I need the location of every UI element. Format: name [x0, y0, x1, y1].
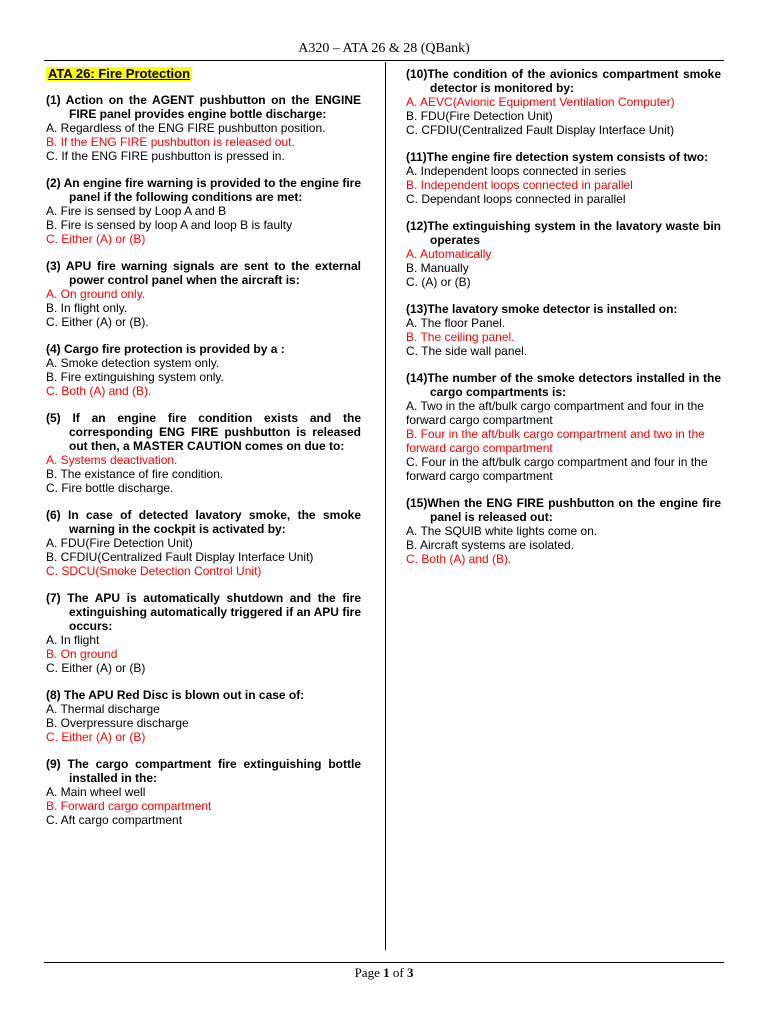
question-block [406, 219, 721, 289]
question-stem: (13)The lavatory smoke detector is installed on: [406, 302, 678, 316]
answer-option: A. Smoke detection system only. [46, 356, 220, 370]
answer-option: C. Four in the aft/bulk cargo compartment and four in the forward cargo compartment [406, 455, 708, 483]
answer-option: C. The side wall panel. [406, 344, 528, 358]
page-word: Page [354, 965, 380, 980]
column-divider [385, 62, 386, 950]
answer-option: A. Independent loops connected in series [406, 164, 627, 178]
answer-option: B. In flight only. [46, 301, 128, 315]
answer-option-correct: C. Either (A) or (B) [46, 232, 146, 246]
question-list-right [406, 67, 721, 566]
question-block [46, 342, 361, 398]
answer-option: B. The existance of fire condition. [46, 467, 224, 481]
answer-option: C. Fire bottle discharge. [46, 481, 174, 495]
answer-option: B. Aircraft systems are isolated. [406, 538, 575, 552]
answer-option: A. Fire is sensed by Loop A and B [46, 204, 227, 218]
question-block [406, 371, 721, 483]
answer-option: C. Aft cargo compartment [46, 813, 183, 827]
question-block [46, 757, 361, 827]
answer-option-correct: C. SDCU(Smoke Detection Control Unit) [46, 564, 262, 578]
answer-option: A. The SQUIB white lights come on. [406, 524, 598, 538]
question-block [46, 688, 361, 744]
of-word: of [392, 965, 404, 980]
document-header-title: A320 – ATA 26 & 28 (QBank) [298, 41, 470, 56]
answer-option: A. Main wheel well [46, 785, 146, 799]
answer-option-correct: A. Automatically [406, 247, 492, 261]
answer-option: B. FDU(Fire Detection Unit) [406, 109, 553, 123]
answer-option-correct: C. Either (A) or (B) [46, 730, 146, 744]
answer-option-correct: C. Both (A) and (B). [406, 552, 512, 566]
question-list-left [46, 93, 361, 827]
header-divider [44, 60, 724, 61]
answer-option: A. Thermal discharge [46, 702, 160, 716]
question-stem: (5) If an engine fire condition exists and the corresponding ENG FIRE pushbutton is released out then, a MASTER CAUTION comes on due to: [46, 411, 361, 453]
answer-option: A. Regardless of the ENG FIRE pushbutton position. [46, 121, 326, 135]
answer-option: B. Overpressure discharge [46, 716, 189, 730]
answer-option: A. In flight [46, 633, 100, 647]
question-stem: (8) The APU Red Disc is blown out in case of: [46, 688, 305, 702]
question-block [46, 259, 361, 329]
question-block [46, 508, 361, 578]
question-block [46, 591, 361, 675]
answer-option: A. FDU(Fire Detection Unit) [46, 536, 193, 550]
footer-divider [44, 962, 724, 963]
question-stem: (7) The APU is automatically shutdown and the fire extinguishing automatically triggered if an APU fire occurs: [46, 591, 361, 633]
question-stem: (12)The extinguishing system in the lavatory waste bin operates [406, 219, 721, 247]
right-column [406, 67, 721, 579]
answer-option: A. Two in the aft/bulk cargo compartment and four in the forward cargo compartment [406, 399, 704, 427]
answer-option: A. The floor Panel. [406, 316, 506, 330]
question-stem: (14)The number of the smoke detectors installed in the cargo compartments is: [406, 371, 721, 399]
answer-option-correct: A. Systems deactivation. [46, 453, 178, 467]
answer-option-correct: B. On ground [46, 647, 118, 661]
answer-option: C. Either (A) or (B) [46, 661, 146, 675]
page-number: 1 [383, 965, 390, 980]
question-stem: (10)The condition of the avionics compartment smoke detector is monitored by: [406, 67, 721, 95]
question-stem: (11)The engine fire detection system consists of two: [406, 150, 709, 164]
question-stem: (9) The cargo compartment fire extinguishing bottle installed in the: [46, 757, 361, 785]
answer-option-correct: B. Independent loops connected in parallel [406, 178, 633, 192]
answer-option-correct: C. Both (A) and (B). [46, 384, 152, 398]
page-footer [0, 965, 768, 981]
answer-option: B. CFDIU(Centralized Fault Display Interface Unit) [46, 550, 314, 564]
question-stem: (4) Cargo fire protection is provided by a : [46, 342, 285, 356]
question-block [406, 150, 721, 206]
answer-option: C. CFDIU(Centralized Fault Display Interface Unit) [406, 123, 675, 137]
question-block [46, 411, 361, 495]
question-block [406, 302, 721, 358]
answer-option-correct: B. Four in the aft/bulk cargo compartment and two in the forward cargo compartment [406, 427, 705, 455]
question-stem: (1) Action on the AGENT pushbutton on the ENGINE FIRE panel provides engine bottle discharge: [46, 93, 361, 121]
question-block [46, 93, 361, 163]
answer-option: C. Either (A) or (B). [46, 315, 149, 329]
answer-option: B. Fire is sensed by loop A and loop B is faulty [46, 218, 293, 232]
answer-option: C. (A) or (B) [406, 275, 471, 289]
question-stem: (2) An engine fire warning is provided to the engine fire panel if the following conditions are met: [46, 176, 361, 204]
answer-option-correct: A. AEVC(Avionic Equipment Ventilation Computer) [406, 95, 675, 109]
question-stem: (3) APU fire warning signals are sent to the external power control panel when the aircraft is: [46, 259, 361, 287]
answer-option-correct: B. The ceiling panel. [406, 330, 515, 344]
answer-option-correct: B. Forward cargo compartment [46, 799, 212, 813]
question-stem: (6) In case of detected lavatory smoke, the smoke warning in the cockpit is activated by: [46, 508, 361, 536]
question-block [406, 67, 721, 137]
answer-option-correct: B. If the ENG FIRE pushbutton is released out. [46, 135, 295, 149]
answer-option: C. Dependant loops connected in parallel [406, 192, 626, 206]
section-title: ATA 26: Fire Protection [48, 66, 191, 81]
left-column [46, 67, 361, 840]
question-block [406, 496, 721, 566]
question-block [46, 176, 361, 246]
answer-option: B. Manually [406, 261, 469, 275]
page-total: 3 [406, 965, 414, 980]
question-stem: (15)When the ENG FIRE pushbutton on the engine fire panel is released out: [406, 496, 721, 524]
answer-option: C. If the ENG FIRE pushbutton is pressed in. [46, 149, 285, 163]
answer-option: B. Fire extinguishing system only. [46, 370, 224, 384]
answer-option-correct: A. On ground only. [46, 287, 146, 301]
